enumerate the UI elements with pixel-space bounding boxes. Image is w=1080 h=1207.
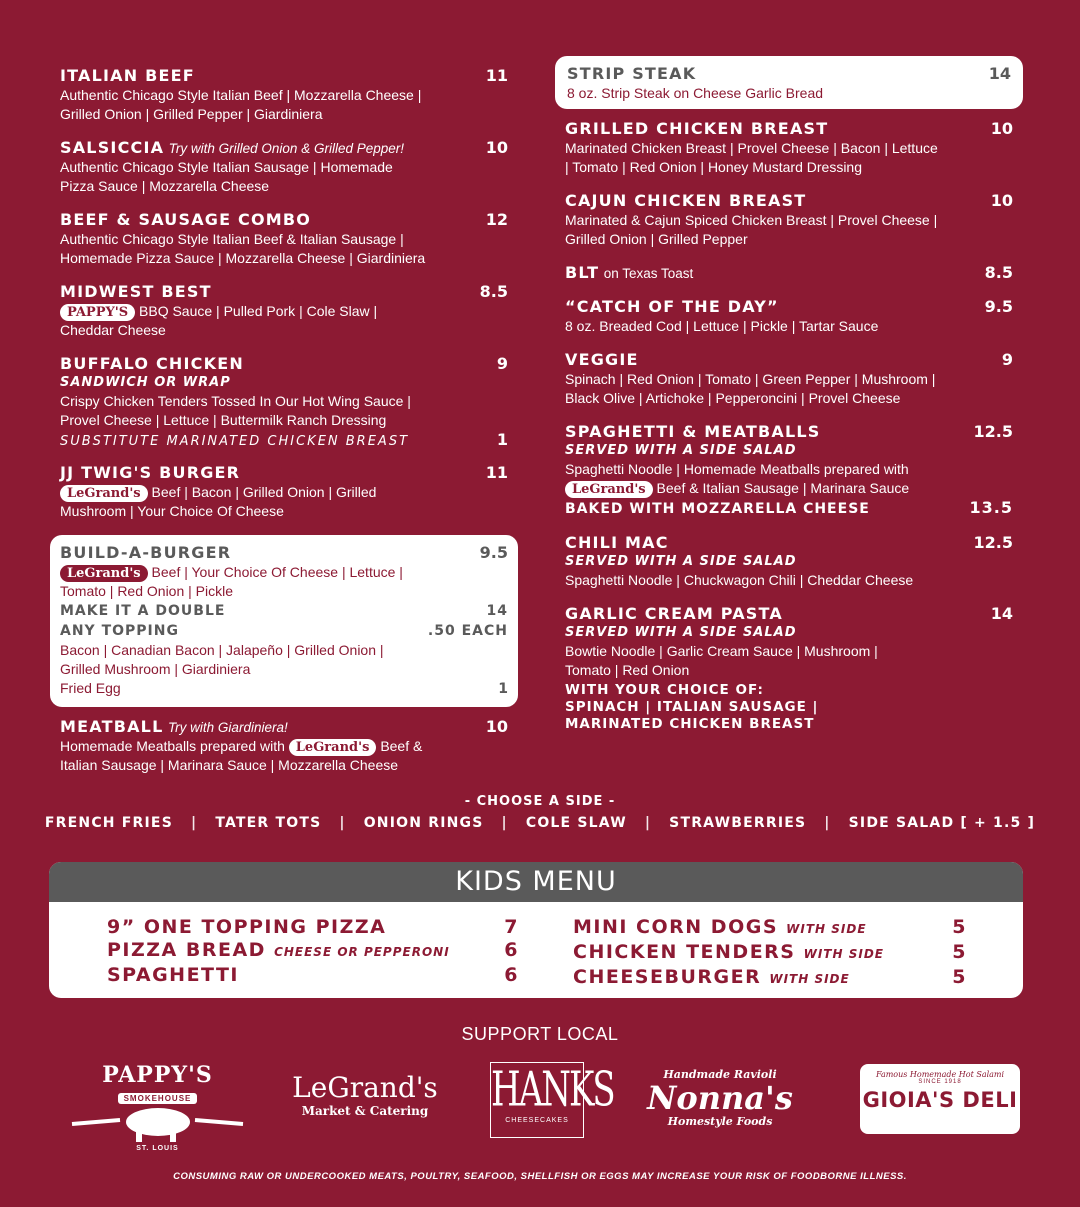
menu-item-meatball xyxy=(50,717,518,775)
item-price: 12 xyxy=(485,210,508,229)
item-subtitle: SERVED WITH A SIDE SALAD xyxy=(565,443,797,458)
menu-item-italian-beef xyxy=(50,66,518,124)
item-description: Authentic Chicago Style Italian Sausage | Homemade Pizza Sauce | Mozzarella Cheese xyxy=(60,159,393,194)
kids-left-column xyxy=(107,916,537,991)
item-price: 8.5 xyxy=(984,263,1013,282)
item-price: 9 xyxy=(496,354,508,373)
pappys-logo xyxy=(70,1050,245,1150)
choose-a-side xyxy=(0,794,1080,831)
double-price: 14 xyxy=(486,603,508,619)
item-name: STRIP STEAK xyxy=(567,64,697,83)
item-name: MEATBALL xyxy=(60,717,164,736)
menu-item-spaghetti-meatballs xyxy=(555,422,1023,519)
item-note: Try with Grilled Onion & Grilled Pepper! xyxy=(168,141,404,156)
kids-item-name: SPAGHETTI xyxy=(107,964,239,986)
item-note: on Texas Toast xyxy=(603,266,694,281)
item-price: 8.5 xyxy=(479,282,508,301)
item-price: 9.5 xyxy=(984,297,1013,316)
menu-item-midwest-best xyxy=(50,282,518,340)
menu-item-cajun-chicken xyxy=(555,191,1023,249)
substitute-price: 1 xyxy=(496,430,508,449)
pappys-badge: PAPPY'S xyxy=(60,304,135,321)
legrands-name: LeGrand's xyxy=(292,1071,438,1104)
kids-item-name: 9” ONE TOPPING PIZZA xyxy=(107,916,387,938)
menu-item-jj-twigs-burger xyxy=(50,463,518,521)
item-name: JJ TWIG'S BURGER xyxy=(60,463,241,482)
baked-price: 13.5 xyxy=(969,498,1013,517)
kids-item-price: 7 xyxy=(504,916,519,938)
gioias-name: GIOIA'S DELI xyxy=(862,1088,1018,1112)
menu-item-buffalo-chicken xyxy=(50,354,518,449)
legrands-badge: LeGrand's xyxy=(60,485,148,502)
item-name: VEGGIE xyxy=(565,350,639,369)
item-name: ITALIAN BEEF xyxy=(60,66,195,85)
topping-price: .50 EACH xyxy=(427,623,508,639)
kids-item xyxy=(573,966,967,991)
item-name: BUILD-A-BURGER xyxy=(60,543,232,562)
item-price: 14 xyxy=(988,64,1011,83)
kids-item xyxy=(107,916,537,939)
pappys-city: ST. LOUIS xyxy=(136,1145,179,1152)
build-a-burger-box xyxy=(50,535,518,707)
baked-option: BAKED WITH MOZZARELLA CHEESE xyxy=(565,501,870,517)
item-name: MIDWEST BEST xyxy=(60,282,212,301)
partner-logos xyxy=(50,1050,1030,1150)
item-subtitle: SERVED WITH A SIDE SALAD xyxy=(565,554,797,569)
item-name: BUFFALO CHICKEN xyxy=(60,354,244,373)
kids-item-price: 6 xyxy=(504,939,519,961)
support-local-title: SUPPORT LOCAL xyxy=(461,1024,619,1044)
item-description: Bowtie Noodle | Garlic Cream Sauce | Mushroom | Tomato | Red Onion xyxy=(565,643,878,678)
menu-item-blt xyxy=(555,263,1023,283)
choice-title: WITH YOUR CHOICE OF: xyxy=(565,682,764,698)
pig-icon xyxy=(70,1106,245,1144)
topping-list: Bacon | Canadian Bacon | Jalapeño | Grilled Onion | Grilled Mushroom | Giardiniera xyxy=(60,642,384,677)
side-separator: | xyxy=(824,815,831,831)
fried-egg-option: Fried Egg xyxy=(60,680,121,696)
side-item: FRENCH FRIES xyxy=(44,815,173,831)
kids-item xyxy=(107,964,537,987)
item-price: 10 xyxy=(990,119,1013,138)
nonnas-name: Nonna's xyxy=(647,1079,793,1117)
item-description: Marinated & Cajun Spiced Chicken Breast | Provel Cheese | Grilled Onion | Grilled Pepper xyxy=(565,212,938,247)
item-description-a: Spaghetti Noodle | Homemade Meatballs prepared with xyxy=(565,461,909,477)
hanks-logo xyxy=(490,1050,614,1150)
legrands-badge: LeGrand's xyxy=(289,739,377,756)
kids-item-note: WITH SIDE xyxy=(803,947,884,961)
item-name: GARLIC CREAM PASTA xyxy=(565,604,783,623)
kids-item-name: PIZZA BREAD xyxy=(107,939,266,961)
legrands-badge: LeGrand's xyxy=(565,481,653,498)
item-name: CAJUN CHICKEN BREAST xyxy=(565,191,807,210)
kids-menu-title: KIDS MENU xyxy=(49,862,1023,902)
side-separator: | xyxy=(501,815,508,831)
item-description: Authentic Chicago Style Italian Beef | Mozzarella Cheese | Grilled Onion | Grilled Pepper | Giardiniera xyxy=(60,87,422,122)
hanks-name: HANKS xyxy=(491,1062,614,1118)
item-description: BBQ Sauce | Pulled Pork | Cole Slaw | Cheddar Cheese xyxy=(60,303,378,338)
kids-item-note: WITH SIDE xyxy=(786,922,867,936)
kids-item xyxy=(573,916,967,941)
sides-title: - CHOOSE A SIDE - xyxy=(464,794,616,809)
kids-item-name: MINI CORN DOGS xyxy=(573,916,779,938)
item-description: Marinated Chicken Breast | Provel Cheese | Bacon | Lettuce | Tomato | Red Onion | Honey Mustard Dressing xyxy=(565,140,938,175)
item-price: 11 xyxy=(485,463,508,482)
kids-item-price: 5 xyxy=(952,941,967,963)
item-price: 11 xyxy=(485,66,508,85)
topping-option: ANY TOPPING xyxy=(60,623,179,639)
item-name: SALSICCIA xyxy=(60,138,165,157)
item-price: 9 xyxy=(1001,350,1013,369)
legrands-tag: Market & Catering xyxy=(301,1104,429,1118)
right-column xyxy=(555,56,1023,747)
item-price: 9.5 xyxy=(479,543,508,562)
menu-item-grilled-chicken xyxy=(555,119,1023,177)
sides-list xyxy=(0,815,1080,831)
kids-item-note: WITH SIDE xyxy=(769,972,850,986)
kids-item-price: 6 xyxy=(504,964,519,986)
item-description: 8 oz. Breaded Cod | Lettuce | Pickle | Tartar Sauce xyxy=(565,318,879,334)
item-price: 12.5 xyxy=(973,533,1013,552)
pappys-tag: SMOKEHOUSE xyxy=(118,1093,198,1104)
item-description: Crispy Chicken Tenders Tossed In Our Hot Wing Sauce | Provel Cheese | Lettuce | Buttermilk Ranch Dressing xyxy=(60,393,411,428)
menu-item-veggie xyxy=(555,350,1023,408)
item-description: Beef | Bacon | Grilled Onion | Grilled Mushroom | Your Choice Of Cheese xyxy=(60,484,377,519)
item-name: CHILI MAC xyxy=(565,533,669,552)
gioias-logo xyxy=(860,1050,1020,1150)
item-name: SPAGHETTI & MEATBALLS xyxy=(565,422,821,441)
item-description: Spaghetti Noodle | Chuckwagon Chili | Cheddar Cheese xyxy=(565,572,914,588)
menu-item-build-a-burger xyxy=(60,543,508,699)
legrands-badge: LeGrand's xyxy=(60,565,148,582)
menu-item-catch-of-the-day xyxy=(555,297,1023,336)
item-description: Spinach | Red Onion | Tomato | Green Pepper | Mushroom | Black Olive | Artichoke | Pepperoncini | Provel Cheese xyxy=(565,371,936,406)
side-item: TATER TOTS xyxy=(215,815,322,831)
side-item: SIDE SALAD [ + 1.5 ] xyxy=(848,815,1036,831)
side-separator: | xyxy=(644,815,652,831)
item-price: 10 xyxy=(990,191,1013,210)
item-price: 10 xyxy=(485,717,508,736)
nonnas-logo xyxy=(635,1050,805,1150)
nonnas-tag: Homestyle Foods xyxy=(667,1115,773,1128)
choice-line-b: MARINATED CHICKEN BREAST xyxy=(565,716,815,732)
menu-item-garlic-cream-pasta xyxy=(555,604,1023,733)
left-column xyxy=(50,56,518,789)
menu-item-chili-mac xyxy=(555,533,1023,590)
item-name: BEEF & SAUSAGE COMBO xyxy=(60,210,312,229)
item-price: 12.5 xyxy=(973,422,1013,441)
side-item: STRAWBERRIES xyxy=(669,815,807,831)
kids-item-price: 5 xyxy=(952,966,967,988)
fried-egg-price: 1 xyxy=(498,681,508,697)
gioias-since: SINCE 1918 xyxy=(918,1079,962,1085)
item-description-b: Beef & Italian Sausage | Marinara Sauce xyxy=(656,480,910,496)
kids-item xyxy=(573,941,967,966)
gioias-top: Famous Homemade Hot Salami xyxy=(875,1070,1005,1079)
item-price: 10 xyxy=(485,138,508,157)
food-safety-disclaimer: CONSUMING RAW OR UNDERCOOKED MEATS, POULTRY, SEAFOOD, SHELLFISH OR EGGS MAY INCREASE YOUR RISK OF FOODBORNE ILLNESS. xyxy=(173,1171,907,1182)
side-item: COLE SLAW xyxy=(525,815,627,831)
double-option: MAKE IT A DOUBLE xyxy=(60,603,226,619)
kids-right-column xyxy=(537,916,967,991)
side-item: ONION RINGS xyxy=(363,815,484,831)
item-description: Authentic Chicago Style Italian Beef & Italian Sausage | Homemade Pizza Sauce | Mozzarella Cheese | Giardiniera xyxy=(60,231,426,266)
side-separator: | xyxy=(339,815,346,831)
choice-line-a: SPINACH | ITALIAN SAUSAGE | xyxy=(565,699,819,715)
item-description: 8 oz. Strip Steak on Cheese Garlic Bread xyxy=(567,85,824,101)
side-separator: | xyxy=(190,815,198,831)
item-name: GRILLED CHICKEN BREAST xyxy=(565,119,829,138)
kids-item-name: CHEESEBURGER xyxy=(573,966,762,988)
legrands-logo xyxy=(275,1050,455,1150)
kids-item xyxy=(107,939,537,964)
menu-item-combo xyxy=(50,210,518,268)
menu-item-strip-steak xyxy=(567,64,1011,103)
substitute-option: SUBSTITUTE MARINATED CHICKEN BREAST xyxy=(60,434,410,449)
item-description-a: Homemade Meatballs prepared with xyxy=(60,738,285,754)
item-name: BLT xyxy=(565,263,600,282)
item-name: “CATCH OF THE DAY” xyxy=(565,297,779,316)
item-note: Try with Giardiniera! xyxy=(167,720,288,735)
pappys-name: PAPPY'S xyxy=(102,1062,213,1088)
item-price: 14 xyxy=(990,604,1013,623)
item-description: Beef | Your Choice Of Cheese | Lettuce | Tomato | Red Onion | Pickle xyxy=(60,564,403,599)
hanks-tag: CHEESECAKES xyxy=(505,1117,569,1124)
kids-item-price: 5 xyxy=(952,916,967,938)
item-description-b: Beef & Italian Sausage | Marinara Sauce | Mozzarella Cheese xyxy=(60,738,423,773)
item-subtitle: SANDWICH OR WRAP xyxy=(60,375,231,390)
item-subtitle: SERVED WITH A SIDE SALAD xyxy=(565,625,797,640)
kids-menu xyxy=(49,862,1023,998)
kids-item-name: CHICKEN TENDERS xyxy=(573,941,796,963)
nonnas-top: Handmade Ravioli xyxy=(663,1068,777,1081)
strip-steak-box xyxy=(555,56,1023,109)
kids-item-note: CHEESE OR PEPPERONI xyxy=(274,945,450,959)
menu-item-salsiccia xyxy=(50,138,518,196)
